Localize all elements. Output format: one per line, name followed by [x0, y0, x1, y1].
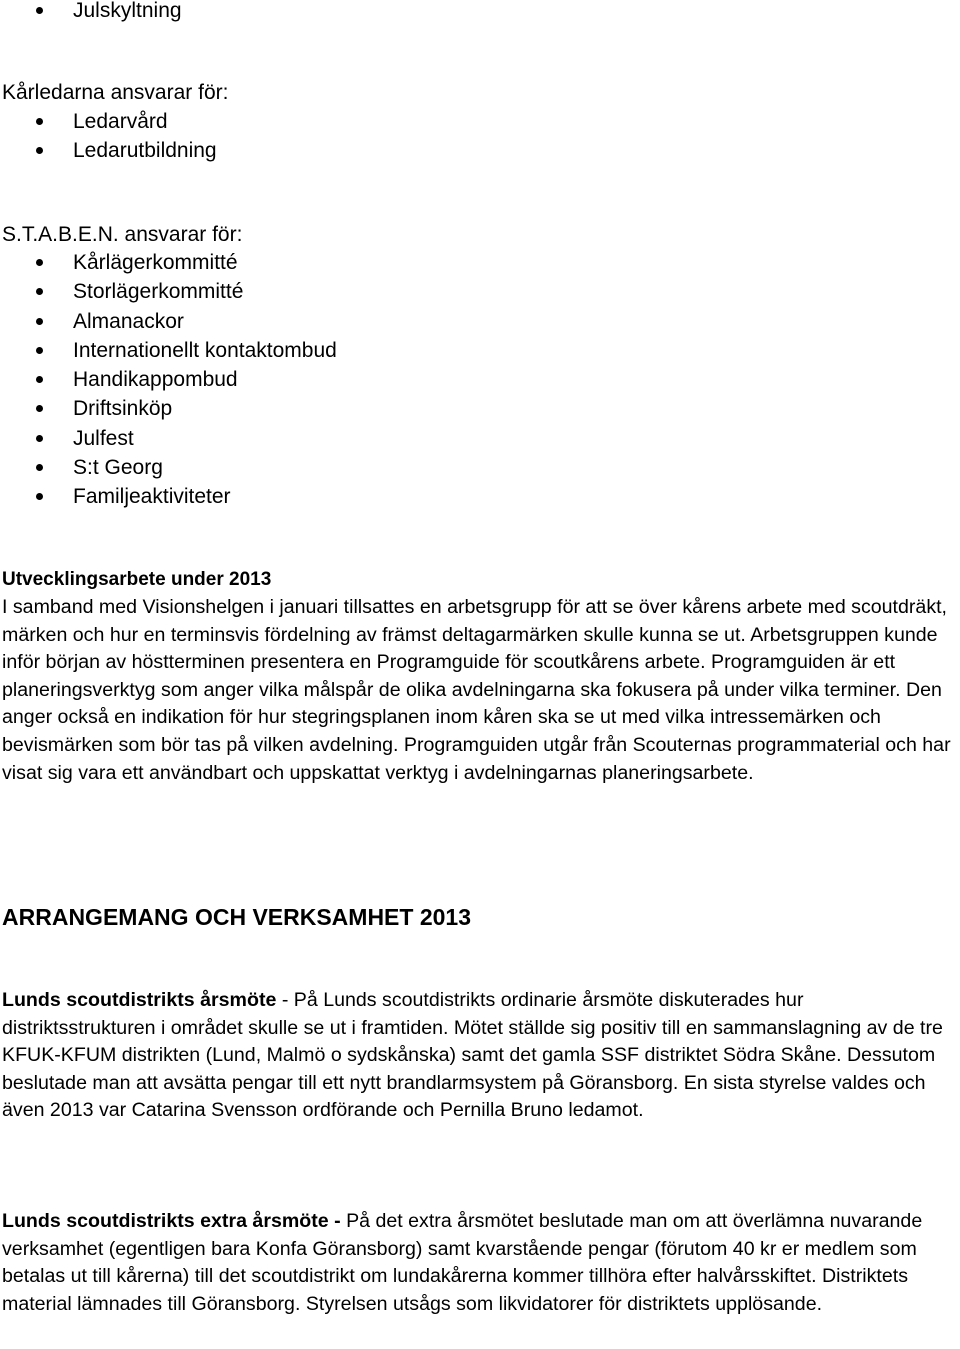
list-item: Almanackor	[0, 311, 337, 340]
arsmote-paragraph	[2, 987, 960, 1125]
list-item: Driftsinköp	[0, 398, 337, 427]
list-item: Ledarvård	[0, 111, 217, 140]
list-item: Familjeaktiviteter	[0, 486, 337, 515]
bullet-list-top	[0, 0, 182, 29]
bullet-icon	[36, 288, 43, 295]
extra-arsmote-body: På det extra årsmötet beslutade man om att överlämna nuvarande verksamhet (egentligen bara Konfa Göransborg) samt kvarstående pengar (förutom 40 kr er medlem som betalas ut till kårerna) till det scoutdistrikt om lundakårerna kommer tillhöra efter halvårsskiftet. Distriktets material lämnades till Göransborg. Styrelsen utsågs som likvidatorer för distriktets upplösande.	[2, 1210, 923, 1315]
bullet-icon	[36, 7, 43, 14]
arsmote-lead: Lunds scoutdistrikts årsmöte	[2, 989, 277, 1011]
list-item: Storlägerkommitté	[0, 281, 337, 310]
bullet-icon	[36, 405, 43, 412]
list-item: Handikappombud	[0, 369, 337, 398]
bullet-icon	[36, 493, 43, 500]
list-item: Julfest	[0, 428, 337, 457]
staben-heading: S.T.A.B.E.N. ansvarar för:	[2, 223, 243, 246]
bullet-icon	[36, 118, 43, 125]
bullet-icon	[36, 464, 43, 471]
list-item: Kårlägerkommitté	[0, 252, 337, 281]
karledarna-list	[0, 111, 217, 170]
bullet-icon	[36, 259, 43, 266]
list-item: S:t Georg	[0, 457, 337, 486]
bullet-icon	[36, 376, 43, 383]
bullet-icon	[36, 435, 43, 442]
staben-list	[0, 252, 337, 516]
list-item: Internationellt kontaktombud	[0, 340, 337, 369]
karledarna-heading: Kårledarna ansvarar för:	[2, 81, 229, 104]
extra-arsmote-lead: Lunds scoutdistrikts extra årsmöte -	[2, 1210, 341, 1232]
utveckling-paragraph: I samband med Visionshelgen i januari tillsattes en arbetsgrupp för att se över kårens arbete med scoutdräkt, märken och hur en terminsvis fördelning av främst deltagarmärken skulle kunna se ut. Arbetsgruppen kunde inför början av höstterminen presentera en Programguide för scoutkårens arbete. Programguiden är ett planeringsverktyg som anger vilka målspår de olika avdelningarna ska fokusera på under vilka terminer. Den anger också en indikation för hur stegringsplanen inom kåren ska se ut med vilka intressemärken och bevismärken som bör tas på vilken avdelning. Programguiden utgår från Scouternas programmaterial och har visat sig vara ett användbart och uppskattat verktyg i avdelningarnas planeringsarbete.	[2, 596, 951, 784]
bullet-icon	[36, 147, 43, 154]
bullet-icon	[36, 318, 43, 325]
utveckling-title: Utvecklingsarbete under 2013	[2, 569, 272, 590]
arrangemang-title: ARRANGEMANG OCH VERKSAMHET 2013	[2, 904, 472, 930]
arsmote-body: - På Lunds scoutdistrikts ordinarie årsmöte diskuterades hur distriktsstrukturen i området skulle se ut i framtiden. Mötet ställde sig positiv till en sammanslagning av de tre KFUK-KFUM distrikten (Lund, Malmö o sydskånska) samt det gamla SSF distriktet Södra Skåne. Dessutom beslutade man att avsätta pengar till ett nytt brandlarmsystem på Göransborg. En sista styrelse valdes och även 2013 var Catarina Svensson ordförande och Pernilla Bruno ledamot.	[2, 989, 943, 1122]
bullet-icon	[36, 347, 43, 354]
extra-arsmote-paragraph	[2, 1208, 960, 1318]
list-item: Ledarutbildning	[0, 140, 217, 169]
list-item: Julskyltning	[0, 0, 182, 29]
